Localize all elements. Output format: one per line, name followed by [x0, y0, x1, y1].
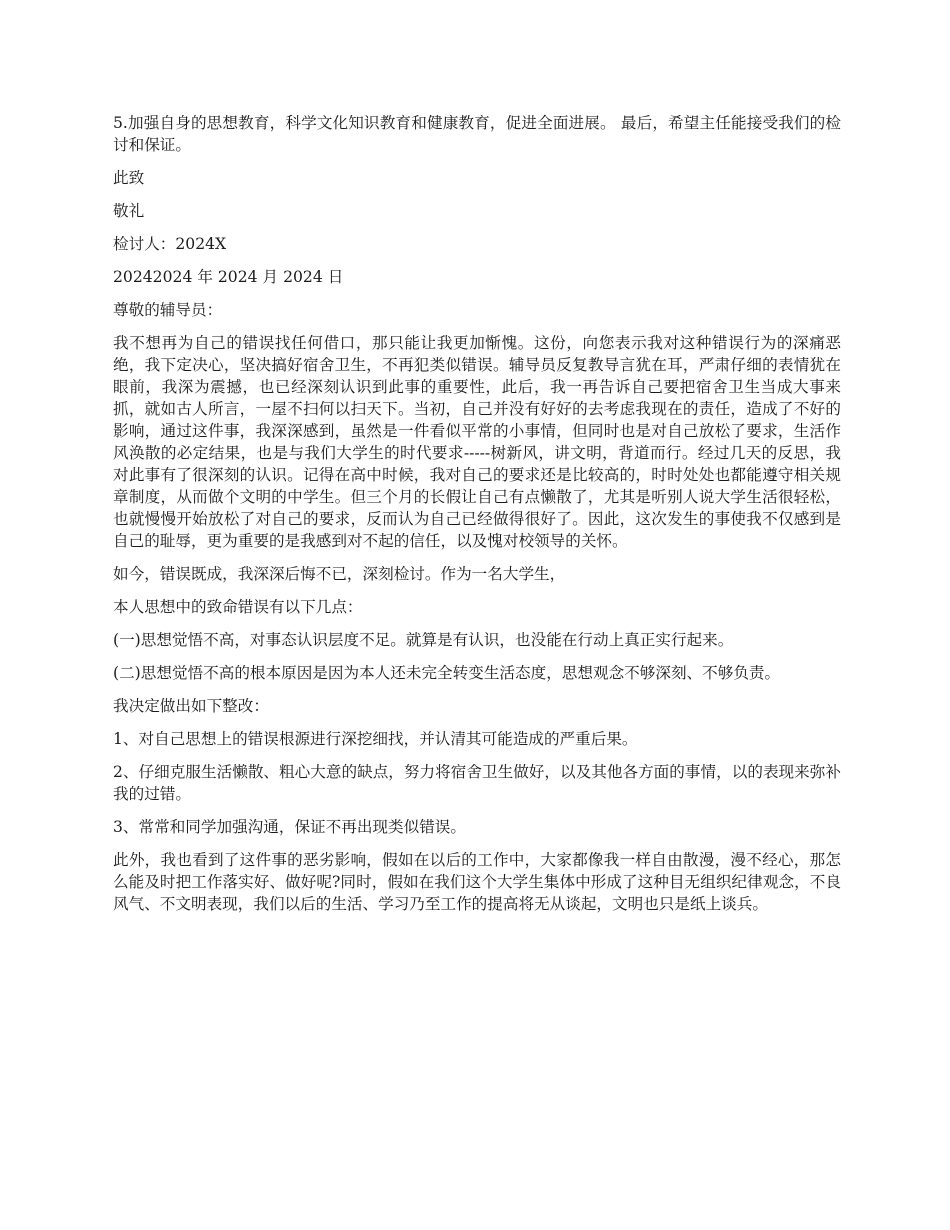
paragraph-rectify-1: 1、对自己思想上的错误根源进行深挖细找，并认清其可能造成的严重后果。: [113, 730, 638, 748]
paragraph-errors-intro: 本人思想中的致命错误有以下几点：: [113, 598, 363, 616]
paragraph-conclusion: 此外，我也看到了这件事的恶劣影响，假如在以后的工作中，大家都像我一样自由散漫，漫不经心，那怎么能及时把工作落实好、做好呢?同时，假如在我们这个大学生集体中形成了这种目无组织纪律观念，不良风气、不文明表现，我们以后的生活、学习乃至工作的提高将无从谈起，文明也只是纸上谈兵。: [113, 851, 841, 913]
paragraph-rectify-2: 2、仔细克服生活懒散、粗心大意的缺点，努力将宿舍卫生做好，以及其他各方面的事情，以的表现来弥补我的过错。: [113, 763, 841, 803]
paragraph-salutation-cizhi: 此致: [113, 169, 145, 187]
paragraph-main-body: 我不想再为自己的错误找任何借口，那只能让我更加惭愧。这份，向您表示我对这种错误行为的深痛恶绝，我下定决心，坚决搞好宿舍卫生，不再犯类似错误。辅导员反复教导言犹在耳，严肃仔细的表情犹在眼前，我深为震撼，也已经深刻认识到此事的重要性，此后，我一再告诉自己要把宿舍卫生当成大事来抓，就如古人所言，一屋不扫何以扫天下。当初，自己并没有好好的去考虑我现在的责任，造成了不好的影响，通过这件事，我深深感到，虽然是一件看似平常的小事情，但同时也是对自己放松了要求，生活作风涣散的必定结果，也是与我们大学生的时代要求-----树新风，讲文明，背道而行。经过几天的反思，我对此事有了很深刻的认识。记得在高中时候，我对自己的要求还是比较高的，时时处处也都能遵守相关规章制度，从而做个文明的中学生。但三个月的长假让自己有点懒散了，尤其是听别人说大学生活很轻松，也就慢慢开始放松了对自己的要求，反而认为自己已经做得很好了。因此，这次发生的事使我不仅感到是自己的耻辱，更为重要的是我感到对不起的信任，以及愧对校领导的关怀。: [113, 334, 841, 550]
paragraph-error-1: (一)思想觉悟不高，对事态认识层度不足。就算是有认识，也没能在行动上真正实行起来。: [113, 631, 734, 649]
paragraph-pledge-closing: 5.加强自身的思想教育，科学文化知识教育和健康教育，促进全面进展。 最后，希望主任能接受我们的检讨和保证。: [113, 114, 841, 154]
paragraph-regret: 如今，错误既成，我深深后悔不已，深刻检讨。作为一名大学生，: [113, 565, 566, 583]
document-body: [113, 112, 841, 926]
paragraph-author: 检讨人：2024X: [113, 235, 227, 253]
paragraph-error-2: (二)思想觉悟不高的根本原因是因为本人还未完全转变生活态度，思想观念不够深刻、不够负责。: [113, 664, 781, 682]
paragraph-date: 20242024 年 2024 月 2024 日: [113, 268, 344, 286]
paragraph-salutation-jingli: 敬礼: [113, 202, 145, 220]
paragraph-greeting: 尊敬的辅导员：: [113, 301, 223, 319]
paragraph-rectify-intro: 我决定做出如下整改：: [113, 697, 269, 715]
paragraph-rectify-3: 3、常常和同学加强沟通，保证不再出现类似错误。: [113, 818, 466, 836]
